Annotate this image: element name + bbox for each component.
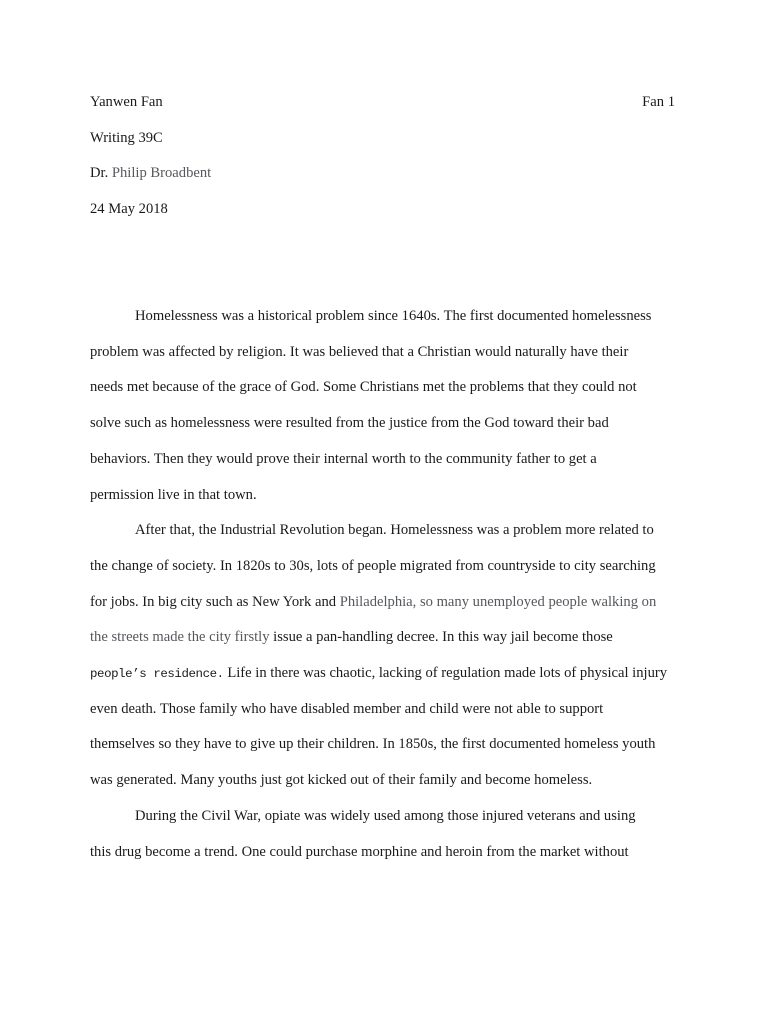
body-line-11-part-2: Life in there was chaotic, lacking of regulation made lots of physical injury (223, 665, 668, 681)
body-line-5: behaviors. Then they would prove their internal worth to the community father to get a (90, 451, 597, 467)
body-line-14: was generated. Many youths just got kicked out of their family and become homeless. (90, 772, 593, 788)
body-line-8: the change of society. In 1820s to 30s, lots of people migrated from countryside to city searching (90, 558, 656, 574)
body-line-2: problem was affected by religion. It was believed that a Christian would naturally have their (90, 344, 629, 360)
body-line-12: even death. Those family who have disabled member and child were not able to support (90, 701, 604, 717)
body-line-9-part-1: for jobs. In big city such as New York and (90, 594, 340, 610)
body-line-9 (90, 593, 656, 611)
body-line-3: needs met because of the grace of God. Some Christians met the problems that they could not (90, 379, 637, 395)
instructor-prefix: Dr. (90, 165, 112, 181)
body-line-11 (90, 664, 667, 683)
body-line-10 (90, 628, 613, 646)
instructor-name: Philip Broadbent (111, 165, 212, 181)
body-line-4: solve such as homelessness were resulted from the justice from the God toward their bad (90, 415, 609, 431)
body-line-10-part-1: the streets made the city firstly (90, 629, 270, 645)
body-line-16: this drug become a trend. One could purchase morphine and heroin from the market without (90, 844, 629, 860)
body-line-6: permission live in that town. (90, 487, 257, 503)
body-line-10-part-2: issue a pan-handling decree. In this way jail become those (269, 629, 613, 645)
date-line: 24 May 2018 (90, 201, 168, 217)
body-line-11-part-1: people’s residence. (90, 667, 224, 681)
running-head: Fan 1 (642, 94, 675, 110)
body-line-9-part-2: Philadelphia, so many unemployed people walking on (339, 594, 657, 610)
course-name: Writing 39C (90, 130, 163, 146)
body-line-13: themselves so they have to give up their children. In 1850s, the first documented homeless youth (90, 736, 656, 752)
body-line-7: After that, the Industrial Revolution began. Homelessness was a problem more related to (135, 522, 654, 538)
instructor-line (90, 164, 211, 182)
author-name: Yanwen Fan (90, 94, 163, 110)
body-line-15: During the Civil War, opiate was widely used among those injured veterans and using (135, 808, 636, 824)
body-line-1: Homelessness was a historical problem since 1640s. The first documented homelessness (135, 308, 652, 324)
